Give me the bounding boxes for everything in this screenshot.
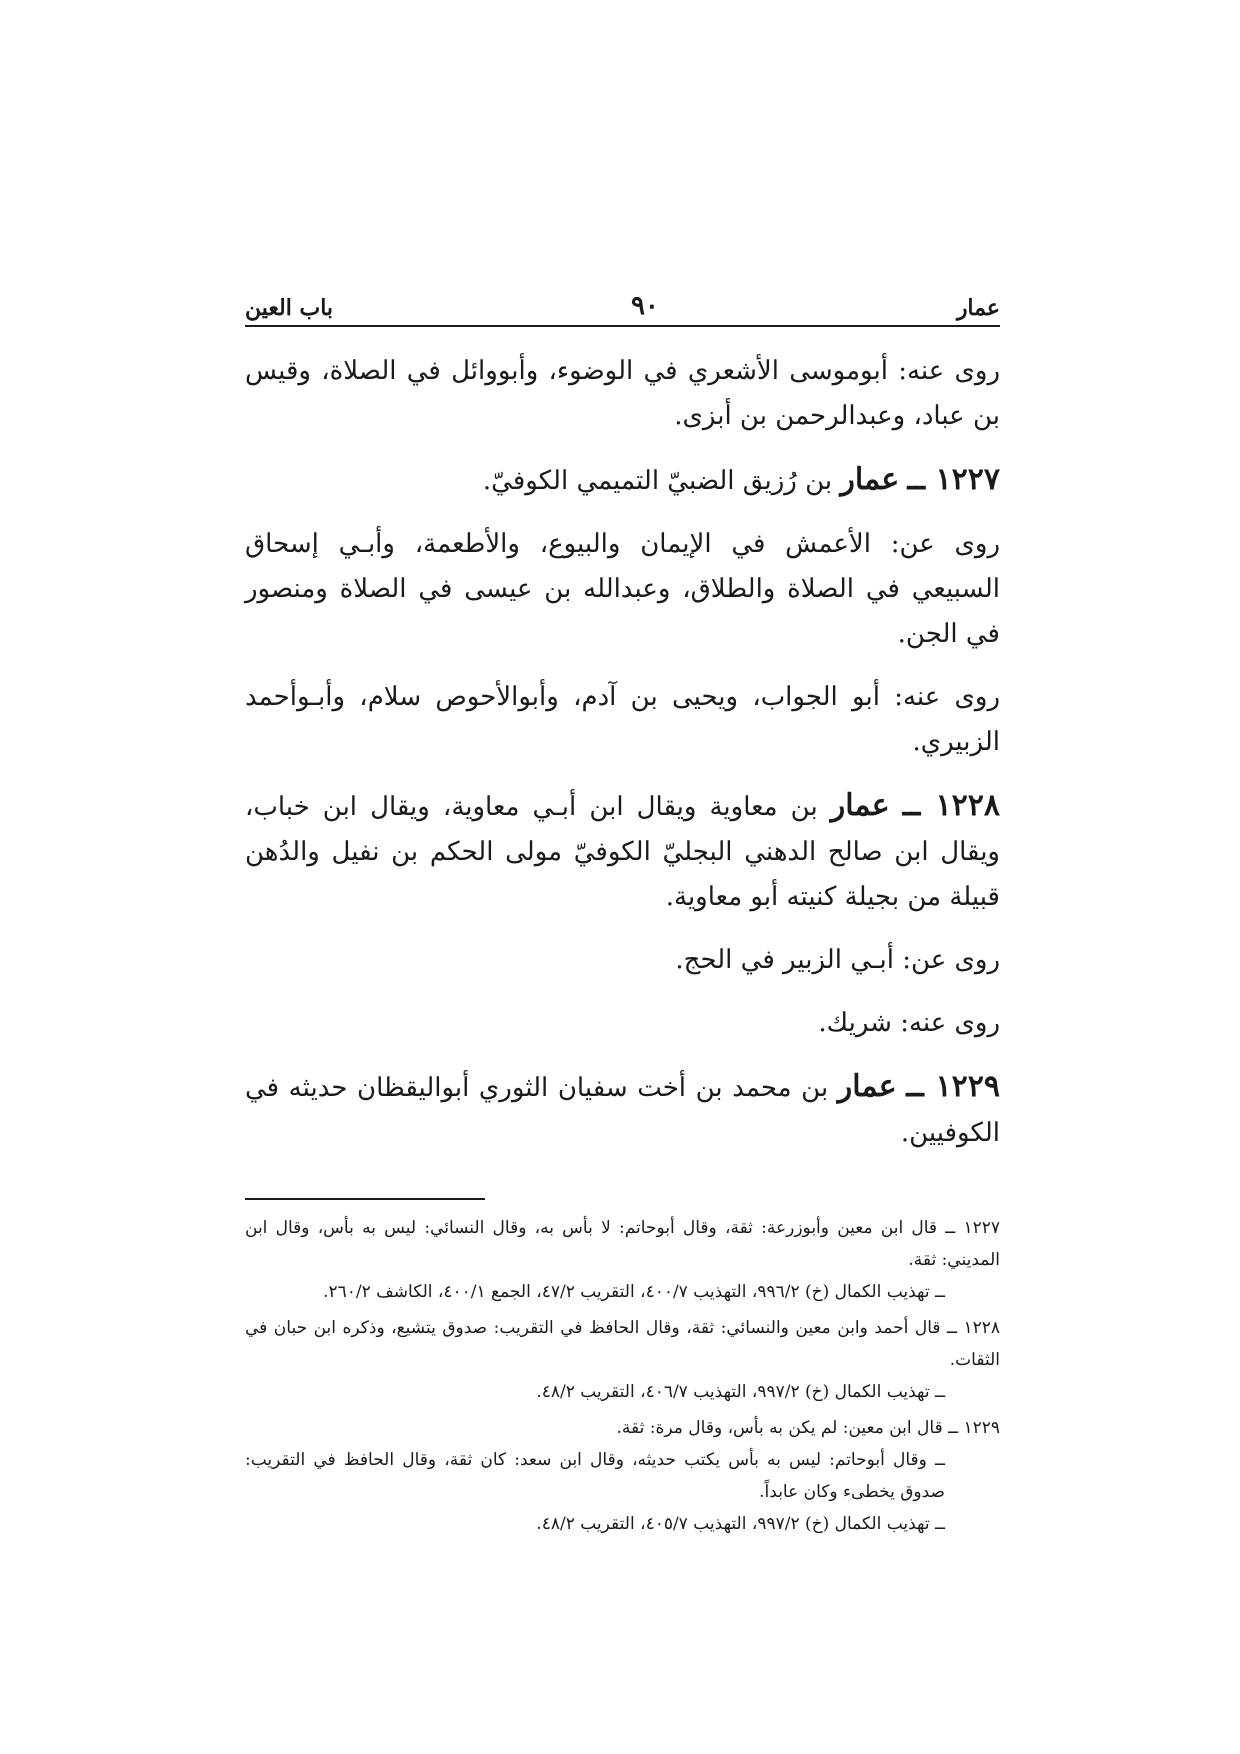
entry-number: ١٢٢٧ ــ	[907, 462, 1000, 497]
footnote-line: ــ تهذيب الكمال (خ) ٩٩٧/٢، التهذيب ٤٠٦/٧، التقريب ٤٨/٢.	[536, 1382, 945, 1402]
book-page	[245, 285, 1000, 1544]
entry-1229-heading	[245, 1064, 1000, 1156]
entry-number: ١٢٢٩ ــ	[906, 1069, 1000, 1104]
entry-1227-heading	[245, 457, 1000, 504]
footnote-line: ــ تهذيب الكمال (خ) ٩٩٦/٢، التهذيب ٤٠٠/٧، التقريب ٤٧/٢، الجمع ٤٠٠/١، الكاشف ٢٦٠/٢.	[323, 1282, 945, 1302]
footnote-line: ــ وقال أبوحاتم: ليس به بأس يكتب حديثه، وقال ابن سعد: كان ثقة، وقال الحافظ في التقريب: صدوق يخطىء وكان عابداً.	[245, 1450, 945, 1502]
footnote-separator-wrap	[245, 1174, 1000, 1212]
footnote-line: ــ تهذيب الكمال (خ) ٩٩٧/٢، التهذيب ٤٠٥/٧، التقريب ٤٨/٢.	[536, 1514, 945, 1534]
header-entry-name: عمار	[956, 295, 1000, 321]
footnotes	[245, 1212, 1000, 1540]
paragraph-narrated-from-1227: روى عن: الأعمش في الإيمان والبيوع، والأطعمة، وأبـي إسحاق السبيعي في الصلاة والطلاق، وعبدالله بن عيسى في الصلاة ومنصور في الجن.	[245, 529, 1000, 649]
paragraph-narrated-from-1228: روى عن: أبـي الزبير في الحج.	[675, 945, 1000, 975]
footnote-1227	[245, 1212, 1000, 1308]
entry-lineage: بن معاوية ويقال ابن أبـي معاوية، ويقال ابن خباب، ويقال ابن صالح الدهني البجليّ الكوفيّ مولى الحكم بن نفيل والدُهن قبيلة من بجيلة كنيته أبو معاوية.	[245, 792, 1000, 912]
footnote-1229	[245, 1412, 1000, 1540]
entry-1228-heading	[245, 783, 1000, 920]
footnote-line: ١٢٢٩ ــ قال ابن معين: لم يكن به بأس، وقال مرة: ثقة.	[616, 1418, 1000, 1438]
main-text	[245, 349, 1000, 1156]
footnote-1228	[245, 1312, 1000, 1408]
footnote-line: ١٢٢٧ ــ قال ابن معين وأبوزرعة: ثقة، وقال أبوحاتم: لا بأس به، وقال النسائي: ليس به بأس، وقال ابن المديني: ثقة.	[245, 1218, 1000, 1270]
paragraph-narrators-from-1226: روى عنه: أبوموسى الأشعري في الوضوء، وأبووائل في الصلاة، وقيس بن عباد، وعبدالرحمن بن أبزى.	[245, 356, 1001, 431]
running-header	[245, 285, 1000, 327]
paragraph-narrators-from-1227: روى عنه: أبو الجواب، ويحيى بن آدم، وأبوالأحوص سلام، وأبـوأحمد الزبيري.	[245, 682, 1000, 757]
entry-lineage: بن محمد بن أخت سفيان الثوري أبواليقظان حديثه في الكوفيين.	[245, 1073, 1000, 1148]
entry-lineage: بن رُزيق الضبيّ التميمي الكوفيّ.	[482, 466, 841, 496]
footnote-separator	[245, 1198, 485, 1200]
entry-name: عمار	[830, 788, 890, 823]
footnote-line: ١٢٢٨ ــ قال أحمد وابن معين والنسائي: ثقة، وقال الحافظ في التقريب: صدوق يتشيع، وذكره ابن حبان في الثقات.	[245, 1318, 1000, 1370]
entry-name: عمار	[840, 462, 900, 497]
header-chapter-title: باب العين	[245, 295, 334, 321]
page-number: ٩٠	[630, 291, 659, 321]
entry-name: عمار	[837, 1069, 897, 1104]
entry-number: ١٢٢٨ ــ	[902, 788, 1000, 823]
paragraph-narrators-from-1228: روى عنه: شريك.	[818, 1008, 1000, 1038]
